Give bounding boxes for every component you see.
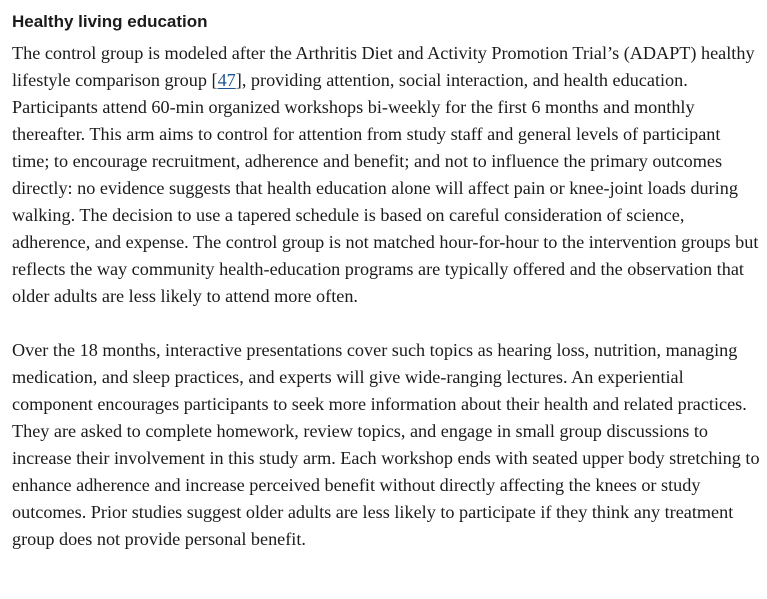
paragraph-1-text-before-ref: The control group is modeled after the Arthritis Diet and Activity Promotion Trial’s (ADAPT) healthy lifestyle comparison group [ — [12, 43, 755, 90]
section-heading: Healthy living education — [12, 12, 208, 31]
paragraph-2: Over the 18 months, interactive presentations cover such topics as hearing loss, nutrition, managing medication, and sleep practices, and experts will give wide-ranging lectures. An experiential component encourages participants to seek more information about their health and related practices. They are asked to complete homework, review topics, and engage in small group discussions to increase their involvement in this study arm. Each workshop ends with seated upper body stretching to enhance adherence and increase perceived benefit without directly affecting the knees or study outcomes. Prior studies suggest older adults are less likely to participate if they think any treatment group does not provide personal benefit. — [12, 340, 760, 549]
paragraph-1-text-after-ref: ], providing attention, social interaction, and health education. Participants attend 60-min organized workshops bi-weekly for the first 6 months and monthly thereafter. This arm aims to control for attention from study staff and general levels of participant time; to encourage recruitment, adherence and benefit; and not to influence the primary outcomes directly: no evidence suggests that health education alone will affect pain or knee-joint loads during walking. The decision to use a tapered schedule is based on careful consideration of science, adherence, and expense. The control group is not matched hour-for-hour to the intervention groups but reflects the way community health-education programs are typically offered and the observation that older adults are less likely to attend more often. — [12, 70, 759, 306]
article-section — [12, 10, 762, 553]
paragraph-1 — [12, 40, 762, 310]
reference-link[interactable]: 47 — [217, 70, 236, 90]
